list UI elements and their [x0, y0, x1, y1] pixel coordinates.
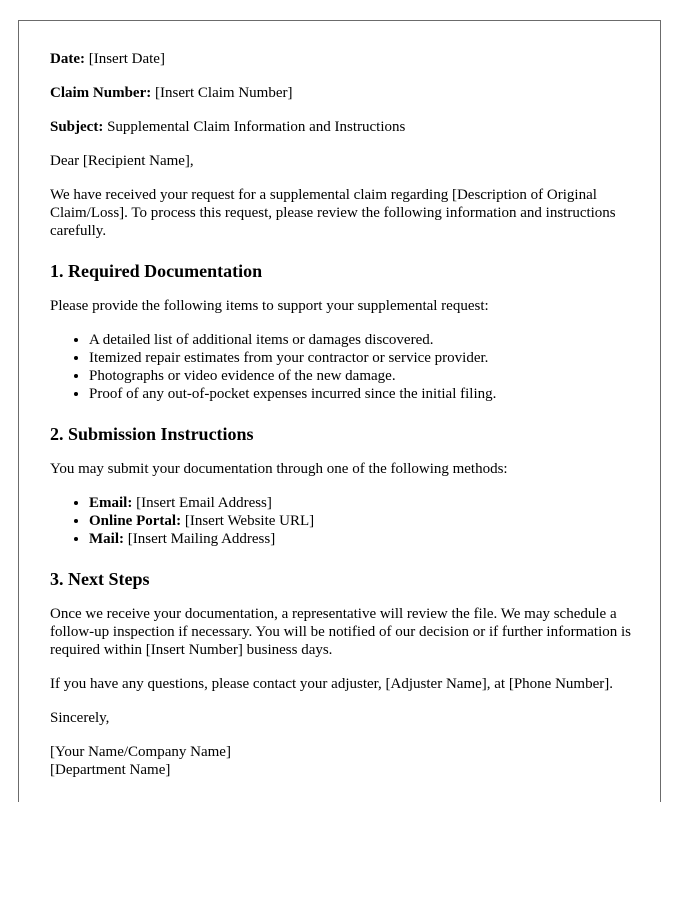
documentation-list — [50, 331, 645, 403]
intro-paragraph: We have received your request for a supplemental claim regarding [Description of Original Claim/Loss]. To process this request, please review the following information and instructions carefully. — [50, 187, 616, 239]
submission-lead: You may submit your documentation through one of the following methods: — [50, 461, 508, 477]
list-item — [89, 530, 645, 548]
submission-methods-list — [50, 494, 645, 548]
subject-line — [50, 118, 645, 136]
subject-label: Subject: — [50, 119, 104, 135]
claim-number-label: Claim Number: — [50, 85, 152, 101]
list-item: • Photographs or video evidence of the new damage. — [89, 367, 645, 385]
section-heading-submission: 2. Submission Instructions — [50, 424, 254, 444]
claim-number-value: [Insert Claim Number] — [155, 85, 293, 101]
list-item: • Proof of any out-of-pocket expenses incurred since the initial filing. — [89, 385, 645, 403]
greeting: Dear [Recipient Name], — [50, 153, 194, 169]
list-item — [89, 494, 645, 512]
method-label-email: Email: — [89, 495, 133, 511]
method-value-portal: [Insert Website URL] — [184, 513, 315, 529]
next-steps-paragraph: Once we receive your documentation, a representative will review the file. We may schedule a follow-up inspection if necessary. You will be notified of our decision or if further information is required within [Insert Number] business days. — [50, 606, 631, 658]
letter-page — [18, 20, 661, 802]
date-value: [Insert Date] — [88, 51, 165, 67]
method-value-mail: [Insert Mailing Address] — [127, 531, 276, 547]
subject-value: Supplemental Claim Information and Instructions — [107, 119, 406, 135]
list-item — [89, 512, 645, 530]
date-label: Date: — [50, 51, 85, 67]
signature-department: [Department Name] — [50, 762, 171, 778]
closing: Sincerely, — [50, 710, 110, 726]
date-line — [50, 50, 645, 68]
method-value-email: [Insert Email Address] — [136, 495, 272, 511]
documentation-lead: Please provide the following items to support your supplemental request: — [50, 298, 489, 314]
signature-block — [50, 743, 645, 779]
signature-name: [Your Name/Company Name] — [50, 744, 231, 760]
claim-number-line — [50, 84, 645, 102]
section-heading-documentation: 1. Required Documentation — [50, 261, 263, 281]
letter-content — [50, 50, 645, 779]
list-item: • Itemized repair estimates from your contractor or service provider. — [89, 349, 645, 367]
section-heading-next-steps: 3. Next Steps — [50, 569, 150, 589]
list-item: • A detailed list of additional items or damages discovered. — [89, 331, 645, 349]
contact-paragraph: If you have any questions, please contact your adjuster, [Adjuster Name], at [Phone Number]. — [50, 676, 613, 692]
method-label-portal: Online Portal: — [89, 513, 182, 529]
method-label-mail: Mail: — [89, 531, 124, 547]
